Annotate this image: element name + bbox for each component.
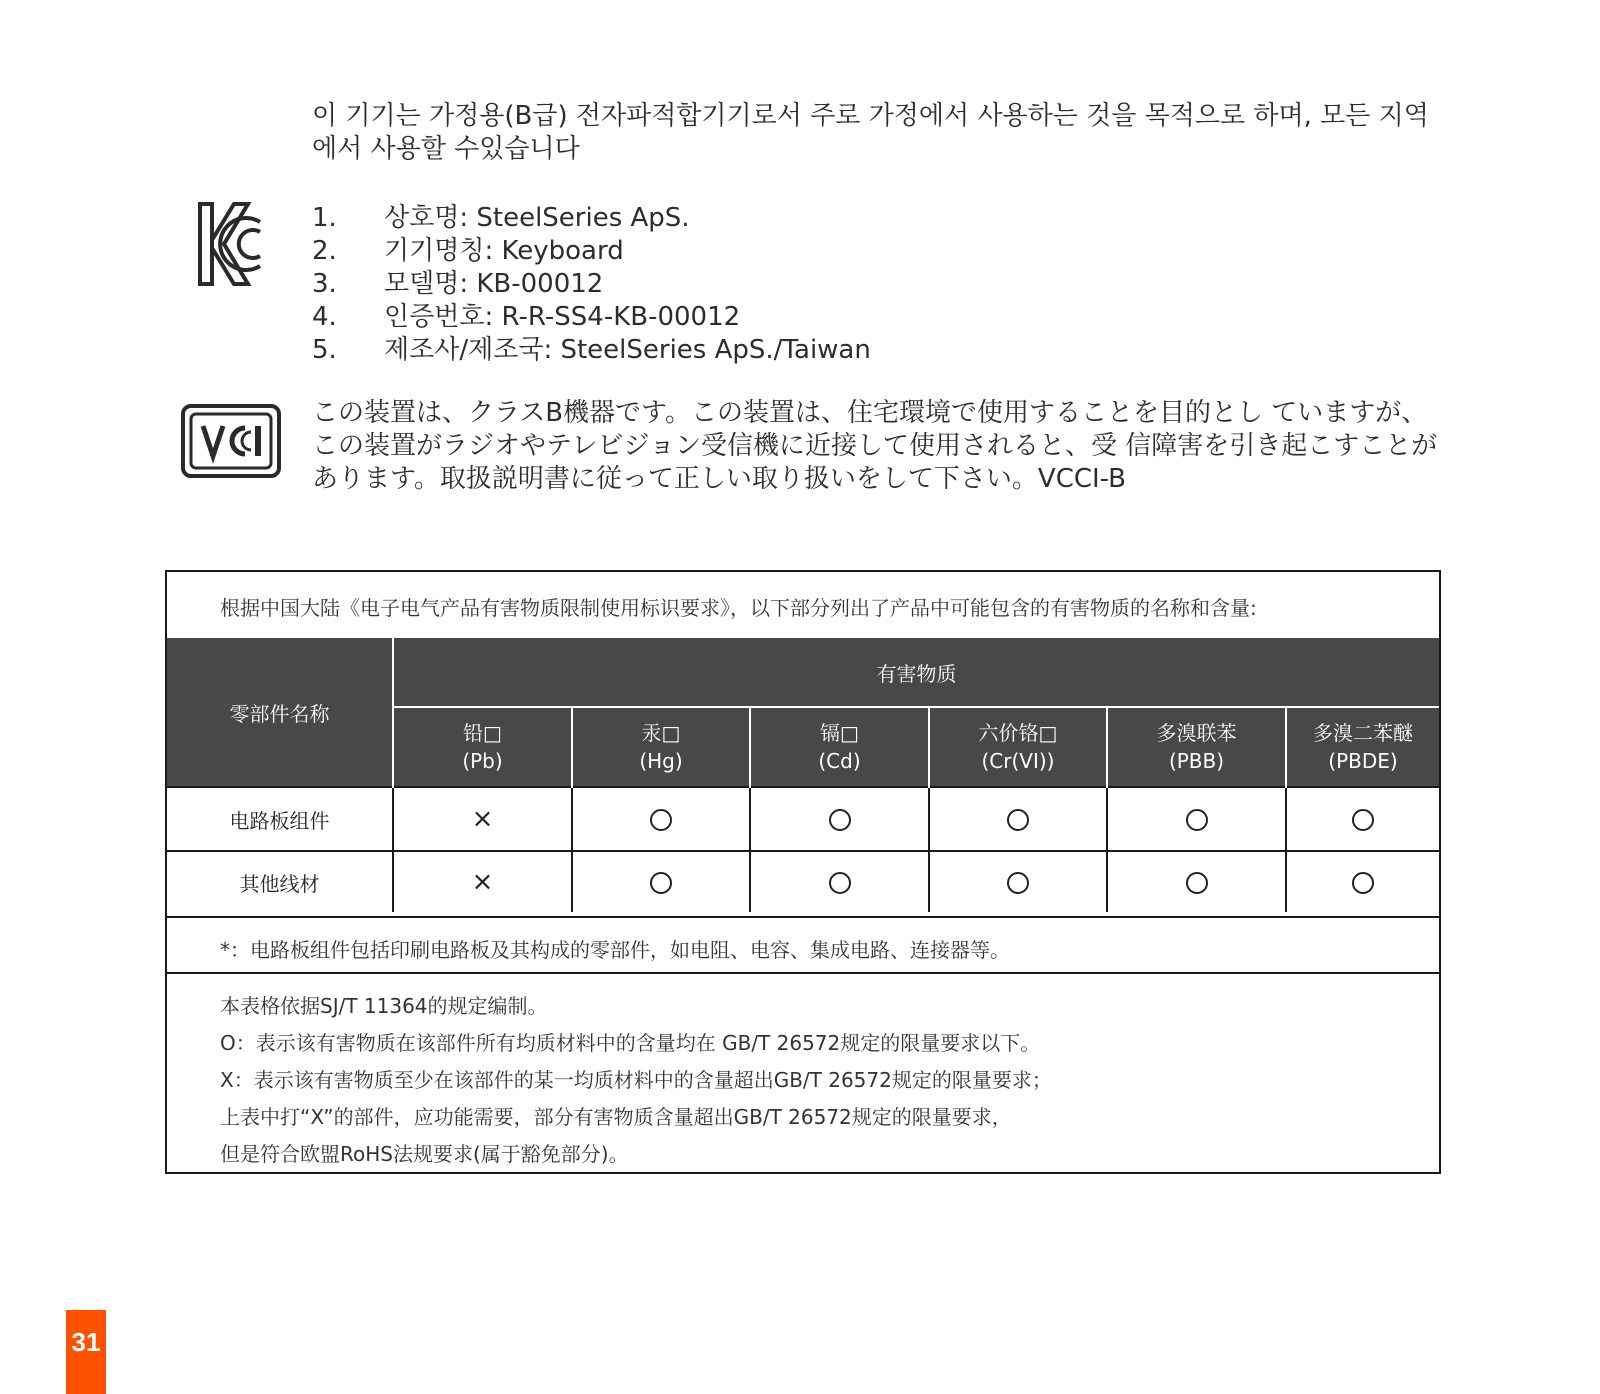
circle-mark-icon bbox=[1352, 809, 1374, 831]
circle-mark-icon bbox=[1352, 872, 1374, 894]
circle-mark-icon bbox=[1186, 872, 1208, 894]
circle-mark-icon bbox=[1186, 809, 1208, 831]
substance-header-pbb: 多溴联苯 (PBB) bbox=[1107, 707, 1286, 787]
mark-cell bbox=[1107, 787, 1286, 851]
mark-cell bbox=[572, 851, 750, 912]
list-item: 5. 제조사/제조국: SteelSeries ApS./Taiwan bbox=[312, 335, 871, 365]
list-item: 3. 모델명: KB-00012 bbox=[312, 269, 604, 299]
circle-mark-icon bbox=[650, 872, 672, 894]
part-name-header: 零部件名称 bbox=[167, 638, 393, 787]
mark-cell bbox=[393, 787, 572, 851]
mark-cell bbox=[750, 787, 929, 851]
table-row bbox=[167, 851, 1439, 912]
hazardous-substance-table bbox=[167, 638, 1439, 912]
cross-mark-icon: × bbox=[471, 867, 494, 897]
substance-header-cd: 镉□ (Cd) bbox=[750, 707, 929, 787]
mark-cell bbox=[393, 851, 572, 912]
substance-header-cr6: 六价铬□ (Cr(VI)) bbox=[929, 707, 1107, 787]
rohs-legend bbox=[220, 988, 1052, 1173]
legend-line: X：表示该有害物质至少在该部件的某一均质材料中的含量超出GB/T 26572规定的限量要求； bbox=[220, 1068, 1052, 1092]
korean-product-info-list bbox=[312, 202, 871, 367]
rohs-footnote: *：电路板组件包括印刷电路板及其构成的零部件，如电阻、电容、集成电路、连接器等。 bbox=[167, 916, 1439, 974]
mark-cell bbox=[929, 787, 1107, 851]
cross-mark-icon: × bbox=[471, 804, 494, 834]
page-number-badge: 31 bbox=[66, 1310, 106, 1394]
substance-header-pb: 铅□ (Pb) bbox=[393, 707, 572, 787]
legend-line: 本表格依据SJ/T 11364的规定编制。 bbox=[220, 994, 548, 1018]
list-item: 1. 상호명: SteelSeries ApS. bbox=[312, 203, 690, 233]
table-row bbox=[167, 787, 1439, 851]
circle-mark-icon bbox=[1007, 809, 1029, 831]
mark-cell bbox=[750, 851, 929, 912]
korean-emc-statement: 이 기기는 가정용(B급) 전자파적합기기로서 주로 가정에서 사용하는 것을 목적으로 하며, 모든 지역에서 사용할 수있습니다 bbox=[312, 101, 1429, 164]
rohs-intro-text: 根据中国大陆《电子电气产品有害物质限制使用标识要求》，以下部分列出了产品中可能包含的有害物质的名称和含量: bbox=[220, 596, 1257, 620]
mark-cell bbox=[1286, 851, 1439, 912]
legend-line: O：表示该有害物质在该部件所有均质材料中的含量均在 GB/T 26572规定的限量要求以下。 bbox=[220, 1031, 1041, 1055]
legend-line: 但是符合欧盟RoHS法规要求(属于豁免部分)。 bbox=[220, 1142, 629, 1166]
mark-cell bbox=[929, 851, 1107, 912]
legend-line: 上表中打“X”的部件，应功能需要，部分有害物质含量超出GB/T 26572规定的限量要求， bbox=[220, 1105, 1012, 1129]
mark-cell bbox=[1286, 787, 1439, 851]
vcci-mark-icon bbox=[181, 404, 281, 478]
circle-mark-icon bbox=[650, 809, 672, 831]
circle-mark-icon bbox=[1007, 872, 1029, 894]
part-name-cell: 电路板组件 bbox=[167, 787, 393, 851]
circle-mark-icon bbox=[829, 872, 851, 894]
japanese-vcci-statement: この装置は、クラスB機器です。この装置は、住宅環境で使用することを目的とし ていますが、この装置がラジオやテレビジョン受信機に近接して使用されると、受 信障害を引き起こすことがあります。取扱説明書に従って正しい取り扱いをして下さい。VCCI-B bbox=[312, 398, 1438, 494]
circle-mark-icon bbox=[829, 809, 851, 831]
list-item: 2. 기기명칭: Keyboard bbox=[312, 236, 624, 266]
part-name-cell: 其他线材 bbox=[167, 851, 393, 912]
mark-cell bbox=[1107, 851, 1286, 912]
kc-mark-icon bbox=[198, 202, 262, 286]
substance-header-pbde: 多溴二苯醚 (PBDE) bbox=[1286, 707, 1439, 787]
china-rohs-table-box bbox=[165, 570, 1441, 1174]
hazardous-substances-header: 有害物质 bbox=[393, 638, 1439, 707]
substance-header-hg: 汞□ (Hg) bbox=[572, 707, 750, 787]
mark-cell bbox=[572, 787, 750, 851]
list-item: 4. 인증번호: R-R-SS4-KB-00012 bbox=[312, 302, 741, 332]
